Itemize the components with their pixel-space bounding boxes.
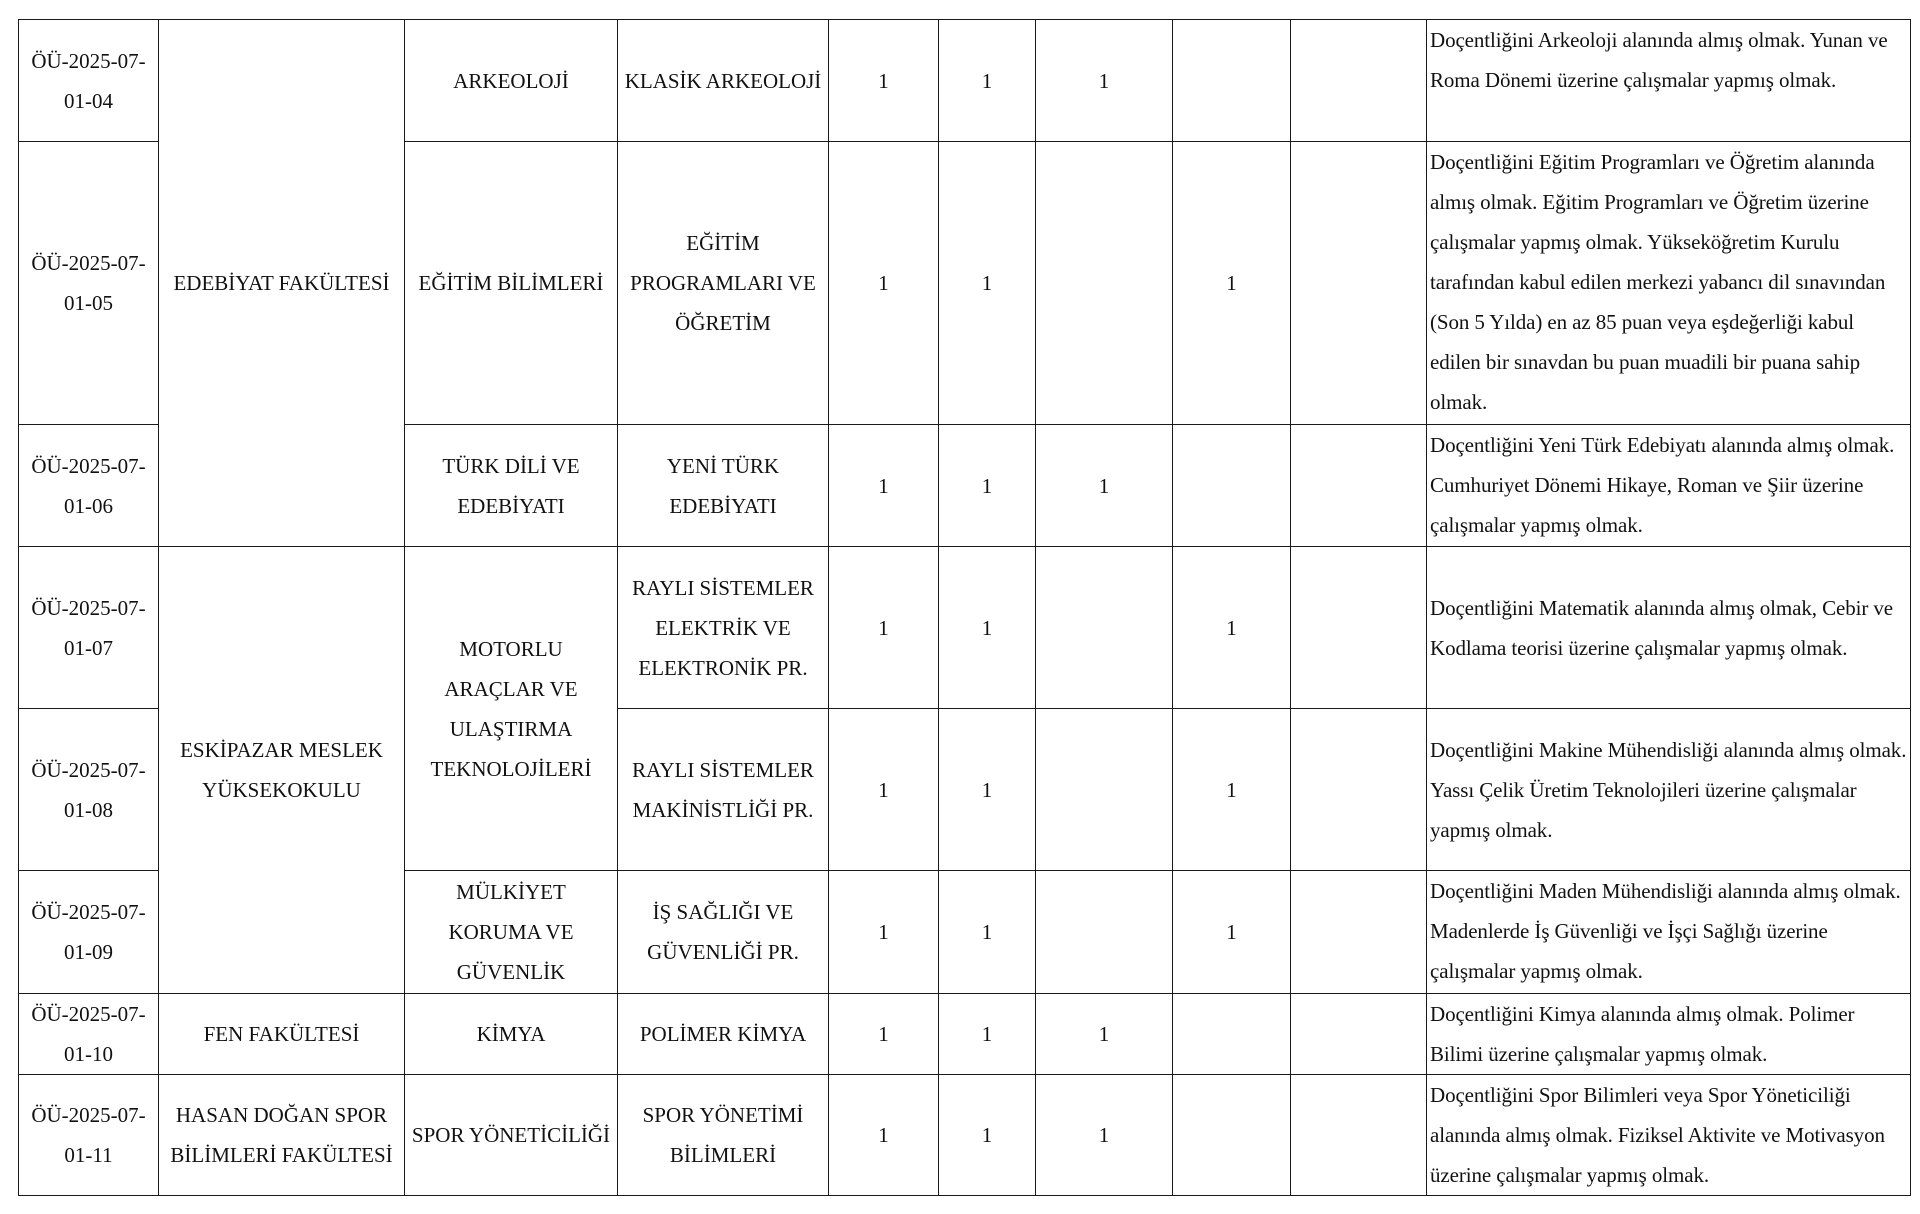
count-cell — [1291, 994, 1427, 1075]
count-cell: 1 — [1036, 994, 1173, 1075]
count-cell: 1 — [1173, 871, 1291, 994]
count-cell — [1173, 425, 1291, 547]
department-name: MÜLKİYET KORUMA VE GÜVENLİK — [405, 871, 618, 994]
count-cell: 1 — [829, 709, 939, 871]
table-row — [19, 994, 1911, 1075]
requirements-text: Doçentliğini Spor Bilimleri veya Spor Yöneticiliği alanında almış olmak. Fiziksel Aktivite ve Motivasyon üzerine çalışmalar yapmış olmak. — [1427, 1075, 1911, 1196]
unit-name: ESKİPAZAR MESLEK YÜKSEKOKULU — [159, 547, 405, 994]
count-cell — [1173, 994, 1291, 1075]
requirements-text: Doçentliğini Arkeoloji alanında almış olmak. Yunan ve Roma Dönemi üzerine çalışmalar yapmış olmak. — [1427, 20, 1911, 142]
requirements-text: Doçentliğini Matematik alanında almış olmak, Cebir ve Kodlama teorisi üzerine çalışmalar yapmış olmak. — [1427, 547, 1911, 709]
count-cell: 1 — [939, 709, 1036, 871]
count-cell: 1 — [939, 871, 1036, 994]
count-cell — [1291, 142, 1427, 425]
count-cell: 1 — [829, 142, 939, 425]
position-code: ÖÜ-2025-07-01-11 — [19, 1075, 159, 1196]
count-cell: 1 — [939, 547, 1036, 709]
department-name: TÜRK DİLİ VE EDEBİYATI — [405, 425, 618, 547]
count-cell — [1291, 1075, 1427, 1196]
department-name: SPOR YÖNETİCİLİĞİ — [405, 1075, 618, 1196]
count-cell: 1 — [1173, 142, 1291, 425]
requirements-text: Doçentliğini Maden Mühendisliği alanında almış olmak. Madenlerde İş Güvenliği ve İşçi Sağlığı üzerine çalışmalar yapmış olmak. — [1427, 871, 1911, 994]
position-code: ÖÜ-2025-07-01-09 — [19, 871, 159, 994]
count-cell — [1173, 1075, 1291, 1196]
position-code: ÖÜ-2025-07-01-10 — [19, 994, 159, 1075]
count-cell: 1 — [829, 994, 939, 1075]
position-code: ÖÜ-2025-07-01-08 — [19, 709, 159, 871]
count-cell: 1 — [829, 547, 939, 709]
count-cell: 1 — [939, 20, 1036, 142]
program-name: KLASİK ARKEOLOJİ — [618, 20, 829, 142]
requirements-text: Doçentliğini Yeni Türk Edebiyatı alanında almış olmak. Cumhuriyet Dönemi Hikaye, Roman ve Şiir üzerine çalışmalar yapmış olmak. — [1427, 425, 1911, 547]
count-cell: 1 — [1036, 1075, 1173, 1196]
position-code: ÖÜ-2025-07-01-04 — [19, 20, 159, 142]
table-row — [19, 1075, 1911, 1196]
count-cell: 1 — [939, 425, 1036, 547]
count-cell: 1 — [939, 994, 1036, 1075]
department-name: KİMYA — [405, 994, 618, 1075]
count-cell: 1 — [1036, 425, 1173, 547]
count-cell: 1 — [1036, 20, 1173, 142]
table-row — [19, 547, 1911, 709]
unit-name: EDEBİYAT FAKÜLTESİ — [159, 20, 405, 547]
position-code: ÖÜ-2025-07-01-05 — [19, 142, 159, 425]
program-name: YENİ TÜRK EDEBİYATI — [618, 425, 829, 547]
table-row — [19, 20, 1911, 142]
count-cell — [1036, 142, 1173, 425]
count-cell: 1 — [829, 871, 939, 994]
position-code: ÖÜ-2025-07-01-07 — [19, 547, 159, 709]
count-cell: 1 — [1173, 709, 1291, 871]
requirements-text: Doçentliğini Makine Mühendisliği alanında almış olmak. Yassı Çelik Üretim Teknolojileri üzerine çalışmalar yapmış olmak. — [1427, 709, 1911, 871]
program-name: İŞ SAĞLIĞI VE GÜVENLİĞİ PR. — [618, 871, 829, 994]
program-name: SPOR YÖNETİMİ BİLİMLERİ — [618, 1075, 829, 1196]
count-cell: 1 — [939, 142, 1036, 425]
count-cell — [1173, 20, 1291, 142]
count-cell — [1036, 547, 1173, 709]
count-cell: 1 — [1173, 547, 1291, 709]
requirements-text: Doçentliğini Kimya alanında almış olmak. Polimer Bilimi üzerine çalışmalar yapmış olmak. — [1427, 994, 1911, 1075]
count-cell — [1291, 20, 1427, 142]
program-name: RAYLI SİSTEMLER MAKİNİSTLİĞİ PR. — [618, 709, 829, 871]
unit-name: HASAN DOĞAN SPOR BİLİMLERİ FAKÜLTESİ — [159, 1075, 405, 1196]
count-cell: 1 — [939, 1075, 1036, 1196]
count-cell — [1291, 871, 1427, 994]
requirements-text: Doçentliğini Eğitim Programları ve Öğretim alanında almış olmak. Eğitim Programları ve Öğretim üzerine çalışmalar yapmış olmak. Yükseköğretim Kurulu tarafından kabul edilen merkezi yabancı dil sınavından (Son 5 Yılda) en az 85 puan veya eşdeğerliği kabul edilen bir sınavdan bu puan muadili bir puana sahip olmak. — [1427, 142, 1911, 425]
count-cell — [1291, 425, 1427, 547]
count-cell: 1 — [829, 20, 939, 142]
count-cell — [1036, 709, 1173, 871]
count-cell: 1 — [829, 1075, 939, 1196]
count-cell — [1291, 709, 1427, 871]
count-cell: 1 — [829, 425, 939, 547]
program-name: EĞİTİM PROGRAMLARI VE ÖĞRETİM — [618, 142, 829, 425]
program-name: RAYLI SİSTEMLER ELEKTRİK VE ELEKTRONİK PR. — [618, 547, 829, 709]
count-cell — [1291, 547, 1427, 709]
count-cell — [1036, 871, 1173, 994]
positions-table — [18, 19, 1911, 1196]
program-name: POLİMER KİMYA — [618, 994, 829, 1075]
department-name: MOTORLU ARAÇLAR VE ULAŞTIRMA TEKNOLOJİLERİ — [405, 547, 618, 871]
department-name: ARKEOLOJİ — [405, 20, 618, 142]
department-name: EĞİTİM BİLİMLERİ — [405, 142, 618, 425]
unit-name: FEN FAKÜLTESİ — [159, 994, 405, 1075]
position-code: ÖÜ-2025-07-01-06 — [19, 425, 159, 547]
